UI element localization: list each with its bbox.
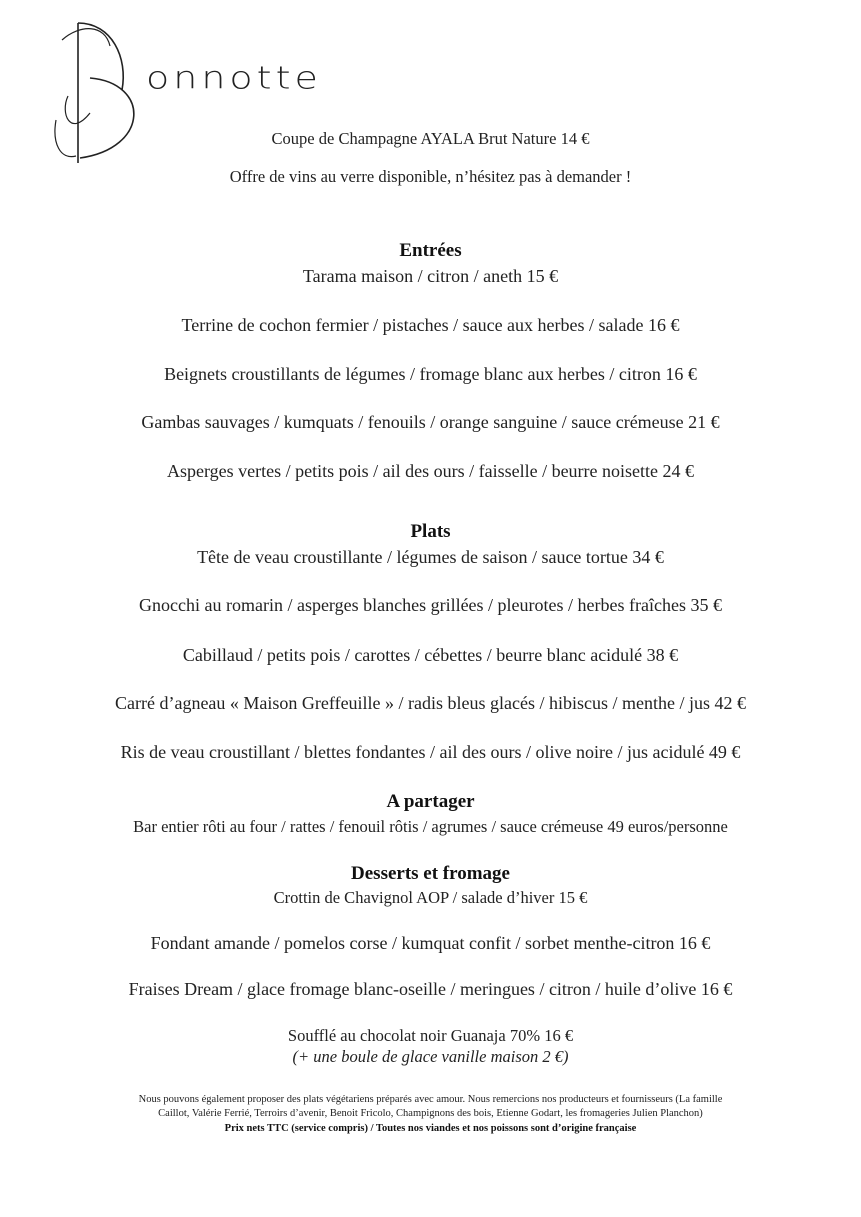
section-heading-partager: A partager — [386, 791, 475, 812]
menu-item: Gnocchi au romarin / asperges blanches grillées / pleurotes / herbes fraîches 35 € — [139, 595, 722, 615]
wine-offer: Offre de vins au verre disponible, n’hésitez pas à demander ! — [229, 167, 632, 186]
menu-item: Ris de veau croustillant / blettes fondantes / ail des ours / olive noire / jus acidulé 49 € — [120, 742, 741, 762]
champagne-offer: Coupe de Champagne AYALA Brut Nature 14 € — [271, 129, 590, 148]
menu-item: Fondant amande / pomelos corse / kumquat confit / sorbet menthe-citron 16 € — [150, 933, 711, 953]
section-heading-entrees: Entrées — [399, 240, 462, 261]
footer-line: Nous pouvons également proposer des plats végétariens préparés avec amour. Nous remercions nos producteurs et fournisseurs (La famille — [138, 1094, 723, 1105]
menu-item: Tête de veau croustillante / légumes de saison / sauce tortue 34 € — [197, 547, 664, 567]
menu-item: Beignets croustillants de légumes / fromage blanc aux herbes / citron 16 € — [164, 364, 697, 384]
section-heading-plats: Plats — [410, 521, 451, 542]
menu-item: Fraises Dream / glace fromage blanc-oseille / meringues / citron / huile d’olive 16 € — [128, 979, 733, 999]
brand-name: onnotte — [146, 60, 322, 97]
menu-item: Carré d’agneau « Maison Greffeuille » / radis bleus glacés / hibiscus / menthe / jus 42 € — [114, 693, 746, 713]
menu-item: Crottin de Chavignol AOP / salade d’hiver 15 € — [273, 888, 588, 907]
menu-item: Cabillaud / petits pois / carottes / cébettes / beurre blanc acidulé 38 € — [182, 645, 679, 665]
footer-pricing-note: Prix nets TTC (service compris) / Toutes nos viandes et nos poissons sont d’origine française — [224, 1123, 637, 1134]
menu-item: Bar entier rôti au four / rattes / fenouil rôtis / agrumes / sauce crémeuse 49 euros/personne — [133, 817, 728, 836]
menu-item: Soufflé au chocolat noir Guanaja 70% 16 € — [287, 1026, 574, 1045]
menu-item: Asperges vertes / petits pois / ail des ours / faisselle / beurre noisette 24 € — [166, 461, 695, 481]
footer-line: Caillot, Valérie Ferrié, Terroirs d’avenir, Benoit Fricolo, Champignons des bois, Etienne Godart, les fromageries Julien Planchon) — [158, 1108, 703, 1119]
menu-item: Terrine de cochon fermier / pistaches / sauce aux herbes / salade 16 € — [181, 315, 680, 335]
menu-item: Tarama maison / citron / aneth 15 € — [302, 266, 559, 286]
dessert-note: (+ une boule de glace vanille maison 2 €) — [292, 1047, 569, 1066]
menu-item: Gambas sauvages / kumquats / fenouils / orange sanguine / sauce crémeuse 21 € — [141, 412, 720, 432]
section-heading-desserts: Desserts et fromage — [351, 863, 510, 884]
